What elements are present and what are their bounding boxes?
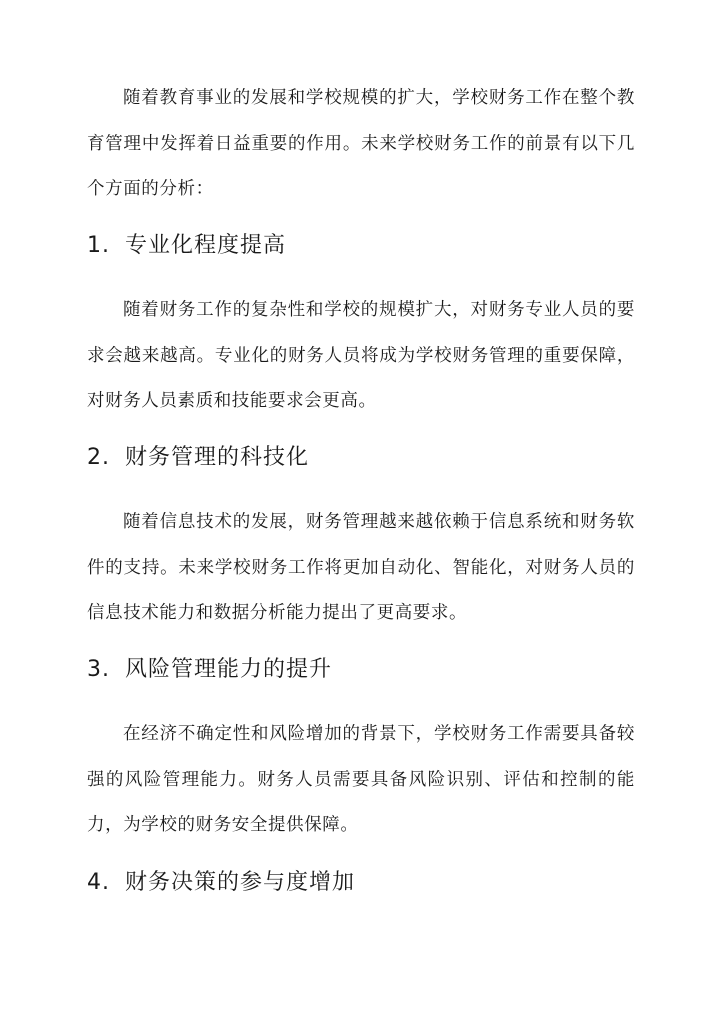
section-1-paragraph: 随着财务工作的复杂性和学校的规模扩大，对财务专业人员的要求会越来越高。专业化的财务人员将成为学校财务管理的重要保障，对财务人员素质和技能要求会更高。 [87, 300, 635, 411]
intro-paragraph: 随着教育事业的发展和学校规模的扩大，学校财务工作在整个教育管理中发挥着日益重要的作用。未来学校财务工作的前景有以下几个方面的分析： [87, 88, 635, 199]
section-1-number: 1. [87, 233, 110, 258]
section-1-heading [87, 231, 286, 261]
section-2-paragraph: 随着信息技术的发展，财务管理越来越依赖于信息系统和财务软件的支持。未来学校财务工作将更加自动化、智能化，对财务人员的信息技术能力和数据分析能力提出了更高要求。 [87, 512, 635, 623]
section-3-title: 风险管理能力的提升 [125, 657, 333, 682]
section-2-heading [87, 443, 309, 473]
section-3-heading [87, 655, 332, 685]
section-2-title: 财务管理的科技化 [125, 445, 310, 470]
section-1-title: 专业化程度提高 [125, 233, 287, 258]
section-3-paragraph: 在经济不确定性和风险增加的背景下，学校财务工作需要具备较强的风险管理能力。财务人员需要具备风险识别、评估和控制的能力，为学校的财务安全提供保障。 [87, 724, 635, 835]
section-2-number: 2. [87, 445, 110, 470]
section-4-title: 财务决策的参与度增加 [125, 870, 356, 895]
section-4-heading [87, 868, 355, 898]
section-3-number: 3. [87, 657, 110, 682]
section-4-number: 4. [87, 870, 110, 895]
